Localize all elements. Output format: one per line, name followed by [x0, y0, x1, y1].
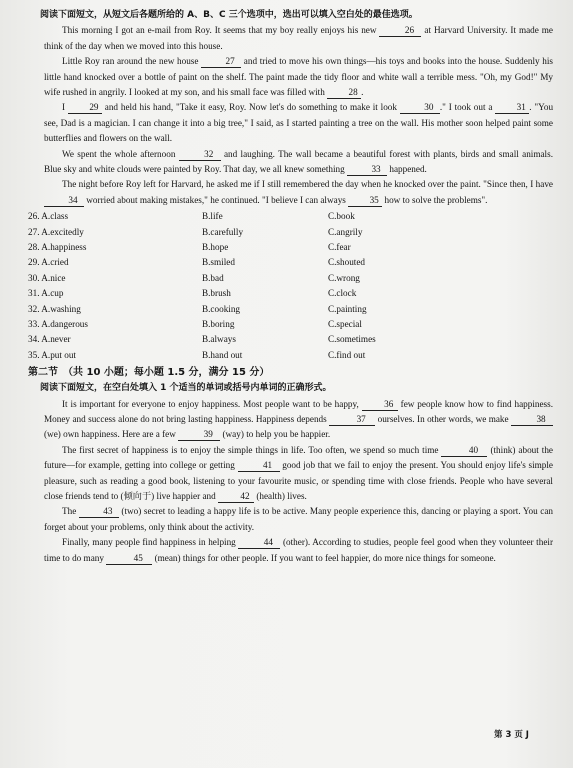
- option-b: B.smiled: [202, 257, 235, 268]
- option-c: C.wrong: [328, 272, 360, 283]
- option-b: B.life: [202, 211, 223, 222]
- option-row-27: [28, 225, 553, 240]
- option-a: 26. A.class: [28, 211, 69, 222]
- blank-26: 26: [379, 25, 421, 37]
- blank-44: 44: [238, 537, 280, 549]
- option-b: B.cooking: [202, 303, 241, 314]
- option-a: 27. A.excitedly: [28, 226, 84, 237]
- blank-28: 28: [327, 87, 361, 99]
- option-b: B.hope: [202, 242, 229, 253]
- passage1-paragraph-5: The night before Roy left for Harvard, he asked me if I still remembered the day when he knocked over the paint. "Since then, I have 34 worried about making mistakes," he continued. "I believe I can always 35 how to solve the problems".: [44, 177, 553, 208]
- option-row-33: [28, 317, 553, 332]
- option-b: B.brush: [202, 288, 231, 299]
- answer-options: [28, 209, 553, 363]
- option-c: C.fear: [328, 242, 351, 253]
- passage2-paragraph-1: It is important for everyone to enjoy happiness. Most people want to be happy, 36 few people know how to find happiness. Money and success alone do not bring lasting happiness. Happiness depends 37 ourselves. In other words, we make 38 (we) own happiness. Here are a few 39 (way) to help you be happier.: [44, 398, 554, 440]
- option-row-34: [28, 332, 553, 347]
- option-b: B.bad: [202, 272, 224, 283]
- option-c: C.clock: [328, 288, 357, 299]
- section2-heading: 第二节 （共 10 小题；每小题 1.5 分，满分 15 分）: [28, 367, 270, 379]
- option-a: 29. A.cried: [28, 257, 69, 268]
- option-a: 33. A.dangerous: [28, 319, 88, 330]
- option-c: C.angrily: [328, 226, 363, 237]
- blank-45: 45: [106, 553, 152, 565]
- blank-27: 27: [201, 56, 241, 68]
- option-row-28: [28, 240, 553, 255]
- blank-43: 43: [79, 506, 119, 518]
- option-a: 28. A.happiness: [28, 242, 87, 253]
- blank-42: 42: [218, 491, 254, 503]
- passage2-paragraph-4: Finally, many people find happiness in helping 44 (other). According to studies, people feel good when they volunteer their time to do many 45 (mean) things for other people. If you want to feel happier, do more nice things for someone.: [44, 537, 554, 563]
- blank-30: 30: [400, 102, 440, 114]
- blank-35: 35: [348, 195, 382, 207]
- passage1-paragraph-2: Little Roy ran around the new house 27 and tried to move his own things—his toys and books into the house. Suddenly his little hand knocked over a bottle of paint on the shelf. The paint made the tidy floor and white wall a terrible mess. "Oh, my God!" My wife rushed in angrily. I looked at my son, and his small face was filled with 28 .: [44, 56, 553, 98]
- option-c: C.special: [328, 319, 362, 330]
- passage2-paragraph-3: The 43 (two) secret to leading a happy life is to be active. Many people experience this, dancing or playing a sport. You can forget about your problems, only think about the activity.: [44, 506, 554, 532]
- option-b: B.hand out: [202, 349, 243, 360]
- option-row-32: [28, 302, 553, 317]
- blank-31: 31: [495, 102, 529, 114]
- passage1-paragraph-4: We spent the whole afternoon 32 and laughing. The wall became a beautiful forest with plants, birds and small animals. Blue sky and white clouds were painted by Roy. That day, we all knew something 33 happened.: [44, 148, 553, 175]
- passage2-paragraph-2: The first secret of happiness is to enjoy the simple things in life. Too often, we spend so much time 40 (think) about the future—for example, getting into college or getting 41 good job that we fail to enjoy the present. You should enjoy life's simple pleasure, such as reading a good book, listening to your favourite music, or spending time with close friends. People who have several close friends tend to (倾向于) live happier and 42 (health) lives.: [44, 444, 554, 502]
- option-a: 35. A.put out: [28, 349, 76, 360]
- option-a: 32. A.washing: [28, 303, 81, 314]
- option-a: 34. A.never: [28, 334, 71, 345]
- blank-36: 36: [362, 399, 398, 411]
- option-c: C.painting: [328, 303, 367, 314]
- option-c: C.sometimes: [328, 334, 376, 345]
- section2-instruction: 阅读下面短文，在空白处填入 1 个适当的单词或括号内单词的正确形式。: [40, 383, 332, 394]
- blank-34: 34: [44, 195, 84, 207]
- option-c: C.find out: [328, 349, 366, 360]
- blank-39: 39: [178, 429, 220, 441]
- option-row-31: [28, 286, 553, 301]
- option-b: B.carefully: [202, 226, 244, 237]
- option-c: C.shouted: [328, 257, 366, 268]
- option-row-29: [28, 255, 553, 270]
- option-c: C.book: [328, 211, 355, 222]
- option-row-26: [28, 209, 553, 224]
- section1-instruction: 阅读下面短文，从短文后各题所给的 A、B、C 三个选项中，选出可以填入空白处的最佳选项。: [40, 10, 418, 20]
- passage1-paragraph-3: I 29 and held his hand, "Take it easy, Roy. Now let's do something to make it look 30 ." I took out a 31 . "You see, Dad is a magician. I can change it into a big tree," I said, as I started painting a tree on the wall. His mother soon helped paint some butterflies and flowers on the wall.: [44, 102, 554, 144]
- blank-41: 41: [238, 460, 280, 472]
- page-number: 第 3 页 J: [494, 730, 529, 740]
- blank-32: 32: [179, 149, 221, 161]
- option-b: B.always: [202, 334, 236, 345]
- blank-38: 38: [511, 414, 553, 426]
- option-a: 31. A.cup: [28, 288, 64, 299]
- blank-33: 33: [347, 164, 387, 176]
- passage1-paragraph-1: This morning I got an e-mail from Roy. It seems that my boy really enjoys his new 26 at Harvard University. It made me think of the day when we moved into this house.: [44, 25, 554, 51]
- blank-37: 37: [329, 414, 375, 426]
- blank-40: 40: [441, 445, 487, 457]
- option-a: 30. A.nice: [28, 272, 66, 283]
- blank-29: 29: [68, 102, 102, 114]
- option-row-30: [28, 271, 553, 286]
- option-row-35: [28, 348, 553, 363]
- option-b: B.boring: [202, 319, 235, 330]
